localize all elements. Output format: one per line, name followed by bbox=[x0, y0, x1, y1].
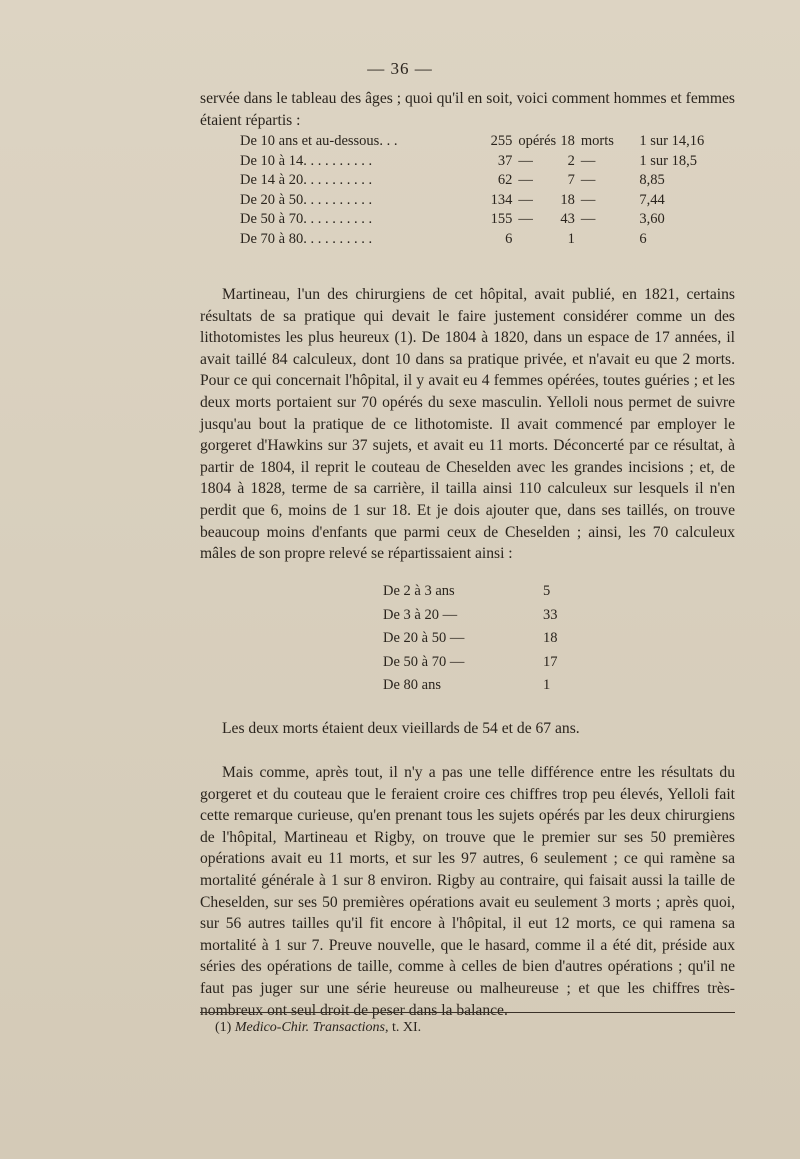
page-number: — 36 — bbox=[367, 59, 433, 78]
operated-count-cell: 37 bbox=[497, 152, 513, 169]
age-range-cell: De 20 à 50. . . . . . . . . . bbox=[240, 191, 373, 208]
distribution-table bbox=[383, 580, 583, 698]
table-row bbox=[383, 651, 583, 675]
count-cell: 1 bbox=[543, 677, 551, 693]
table-row bbox=[240, 210, 710, 230]
operated-label-cell: — bbox=[518, 211, 533, 227]
age-range-cell: De 14 à 20. . . . . . . . . . bbox=[240, 172, 373, 188]
deaths-label-cell: — bbox=[580, 152, 596, 169]
deaths-count-cell: 1 bbox=[567, 230, 575, 247]
count-cell: 33 bbox=[543, 606, 558, 623]
age-range-cell: De 10 ans et au-dessous. . . bbox=[240, 133, 398, 149]
operated-label-cell: — bbox=[518, 172, 533, 188]
deaths-label-cell: — bbox=[580, 172, 596, 188]
age-table bbox=[240, 132, 710, 249]
table-row bbox=[383, 580, 583, 604]
table-row bbox=[240, 191, 710, 211]
operated-label-cell bbox=[518, 230, 556, 250]
operated-count-cell: 255 bbox=[490, 133, 513, 149]
age-range-cell: De 20 à 50 — bbox=[383, 630, 465, 646]
ratio-cell: 6 bbox=[639, 230, 647, 247]
operated-count-cell: 6 bbox=[505, 230, 513, 247]
age-range-cell: De 2 à 3 ans bbox=[383, 583, 455, 599]
count-cell: 5 bbox=[543, 583, 551, 599]
ratio-cell: 3,60 bbox=[639, 211, 665, 227]
footnote-volume: , t. XI. bbox=[384, 1020, 422, 1035]
deaths-label-cell: — bbox=[580, 211, 596, 227]
table-row bbox=[383, 627, 583, 651]
table-row bbox=[240, 230, 710, 250]
deaths-count-cell: 18 bbox=[560, 133, 575, 149]
table-row bbox=[240, 152, 710, 172]
deaths-label-cell: — bbox=[580, 191, 596, 208]
operated-count-cell: 62 bbox=[497, 172, 513, 188]
age-range-cell: De 70 à 80. . . . . . . . . . bbox=[240, 230, 373, 247]
deaths-label-cell: morts bbox=[580, 133, 614, 149]
operated-count-cell: 134 bbox=[490, 191, 513, 208]
paragraph-deaths: Les deux morts étaient deux vieillards de 54 et de 67 ans. bbox=[222, 720, 580, 737]
footnote-rule bbox=[200, 1012, 735, 1013]
operated-label-cell: opérés bbox=[518, 133, 557, 149]
operated-label-cell: — bbox=[518, 152, 533, 169]
ratio-cell: 1 sur 14,16 bbox=[639, 133, 705, 149]
age-range-cell: De 3 à 20 — bbox=[383, 606, 458, 623]
deaths-count-cell: 7 bbox=[567, 172, 575, 188]
age-range-cell: De 80 ans bbox=[383, 677, 441, 693]
deaths-count-cell: 43 bbox=[560, 211, 575, 227]
deaths-label-cell bbox=[581, 230, 639, 250]
count-cell: 18 bbox=[543, 630, 558, 646]
paragraph-conclusion: Mais comme, après tout, il n'y a pas une telle différence entre les résultats du gorgeret et du couteau que le feraient croire ces chiffres trop peu élevés, Yelloli fait cette remarque curieuse, qu'en prenant tous les sujets opérés par les deux chirurgiens de l'hôpital, Martineau et Rigby, on trouve que le premier sur ses 50 premières opérations avait eu 11 morts, et sur les 97 autres, 6 seulement ; ce qui ramène sa mortalité générale à 1 sur 8 environ. Rigby au contraire, qui faisait aussi la taille de Cheselden, sur ses 50 premières opérations avait eu seulement 3 morts ; après quoi, sur 56 autres tailles qu'il fit encore à l'hôpital, il eut 12 morts, ce qui ramena sa mortalité à 1 sur 7. Preuve nouvelle, que le hasard, comme il a été dit, préside aux séries des opérations de taille, comme à celles de bien d'autres opérations ; qu'il ne faut pas juger sur une série heureuse ou malheureuse ; et que les chiffres très-nombreux ont seul droit de peser dans la balance. bbox=[200, 764, 735, 1019]
count-cell: 17 bbox=[543, 653, 558, 670]
table-row bbox=[383, 674, 583, 698]
paragraph-martineau: Martineau, l'un des chirurgiens de cet hôpital, avait publié, en 1821, certains résultats de sa pratique qui devait le faire justement considérer comme un des lithotomistes les plus heureux (1). De 1804 à 1820, dans un espace de 17 années, il avait taillé 84 calculeux, dont 10 dans sa pratique privée, et n'avait eu que 2 morts. Pour ce qui concernait l'hôpital, il y avait eu 4 femmes opérées, toutes guéries ; et les deux morts portaient sur 70 opérés du sexe masculin. Yelloli nous permet de suivre jusqu'au bout la pratique de ce lithotomiste. Il avait commencé par employer le gorgeret d'Hawkins sur 37 sujets, et avait eu 11 morts. Déconcerté par ce résultat, à partir de 1804, il reprit le couteau de Cheselden avec les grandes incisions ; et, de 1804 à 1828, terme de sa carrière, il tailla ainsi 110 calculeux sur lesquels il n'en perdit que 6, moins de 1 sur 18. Et je dois ajouter que, dans ses taillés, on trouve beaucoup moins d'enfants que parmi ceux de Cheselden ; ainsi, les 70 calculeux mâles de son propre relevé se répartissaient ainsi : bbox=[200, 286, 735, 563]
age-range-cell: De 10 à 14. . . . . . . . . . bbox=[240, 152, 373, 169]
paragraph-intro: servée dans le tableau des âges ; quoi qu'il en soit, voici comment hommes et femmes étaient répartis : bbox=[200, 90, 735, 129]
age-range-cell: De 50 à 70. . . . . . . . . . bbox=[240, 211, 373, 227]
ratio-cell: 8,85 bbox=[639, 172, 665, 188]
ratio-cell: 7,44 bbox=[639, 191, 665, 208]
table-row bbox=[383, 604, 583, 628]
footnote bbox=[215, 1019, 421, 1037]
ratio-cell: 1 sur 18,5 bbox=[639, 152, 697, 169]
deaths-count-cell: 2 bbox=[567, 152, 575, 169]
operated-label-cell: — bbox=[518, 191, 533, 208]
operated-count-cell: 155 bbox=[490, 211, 513, 227]
footnote-number: (1) bbox=[215, 1020, 232, 1035]
table-row bbox=[240, 132, 710, 152]
table-row bbox=[240, 171, 710, 191]
footnote-source: Medico-Chir. Transactions bbox=[234, 1020, 385, 1035]
deaths-count-cell: 18 bbox=[560, 191, 575, 208]
age-range-cell: De 50 à 70 — bbox=[383, 653, 465, 670]
